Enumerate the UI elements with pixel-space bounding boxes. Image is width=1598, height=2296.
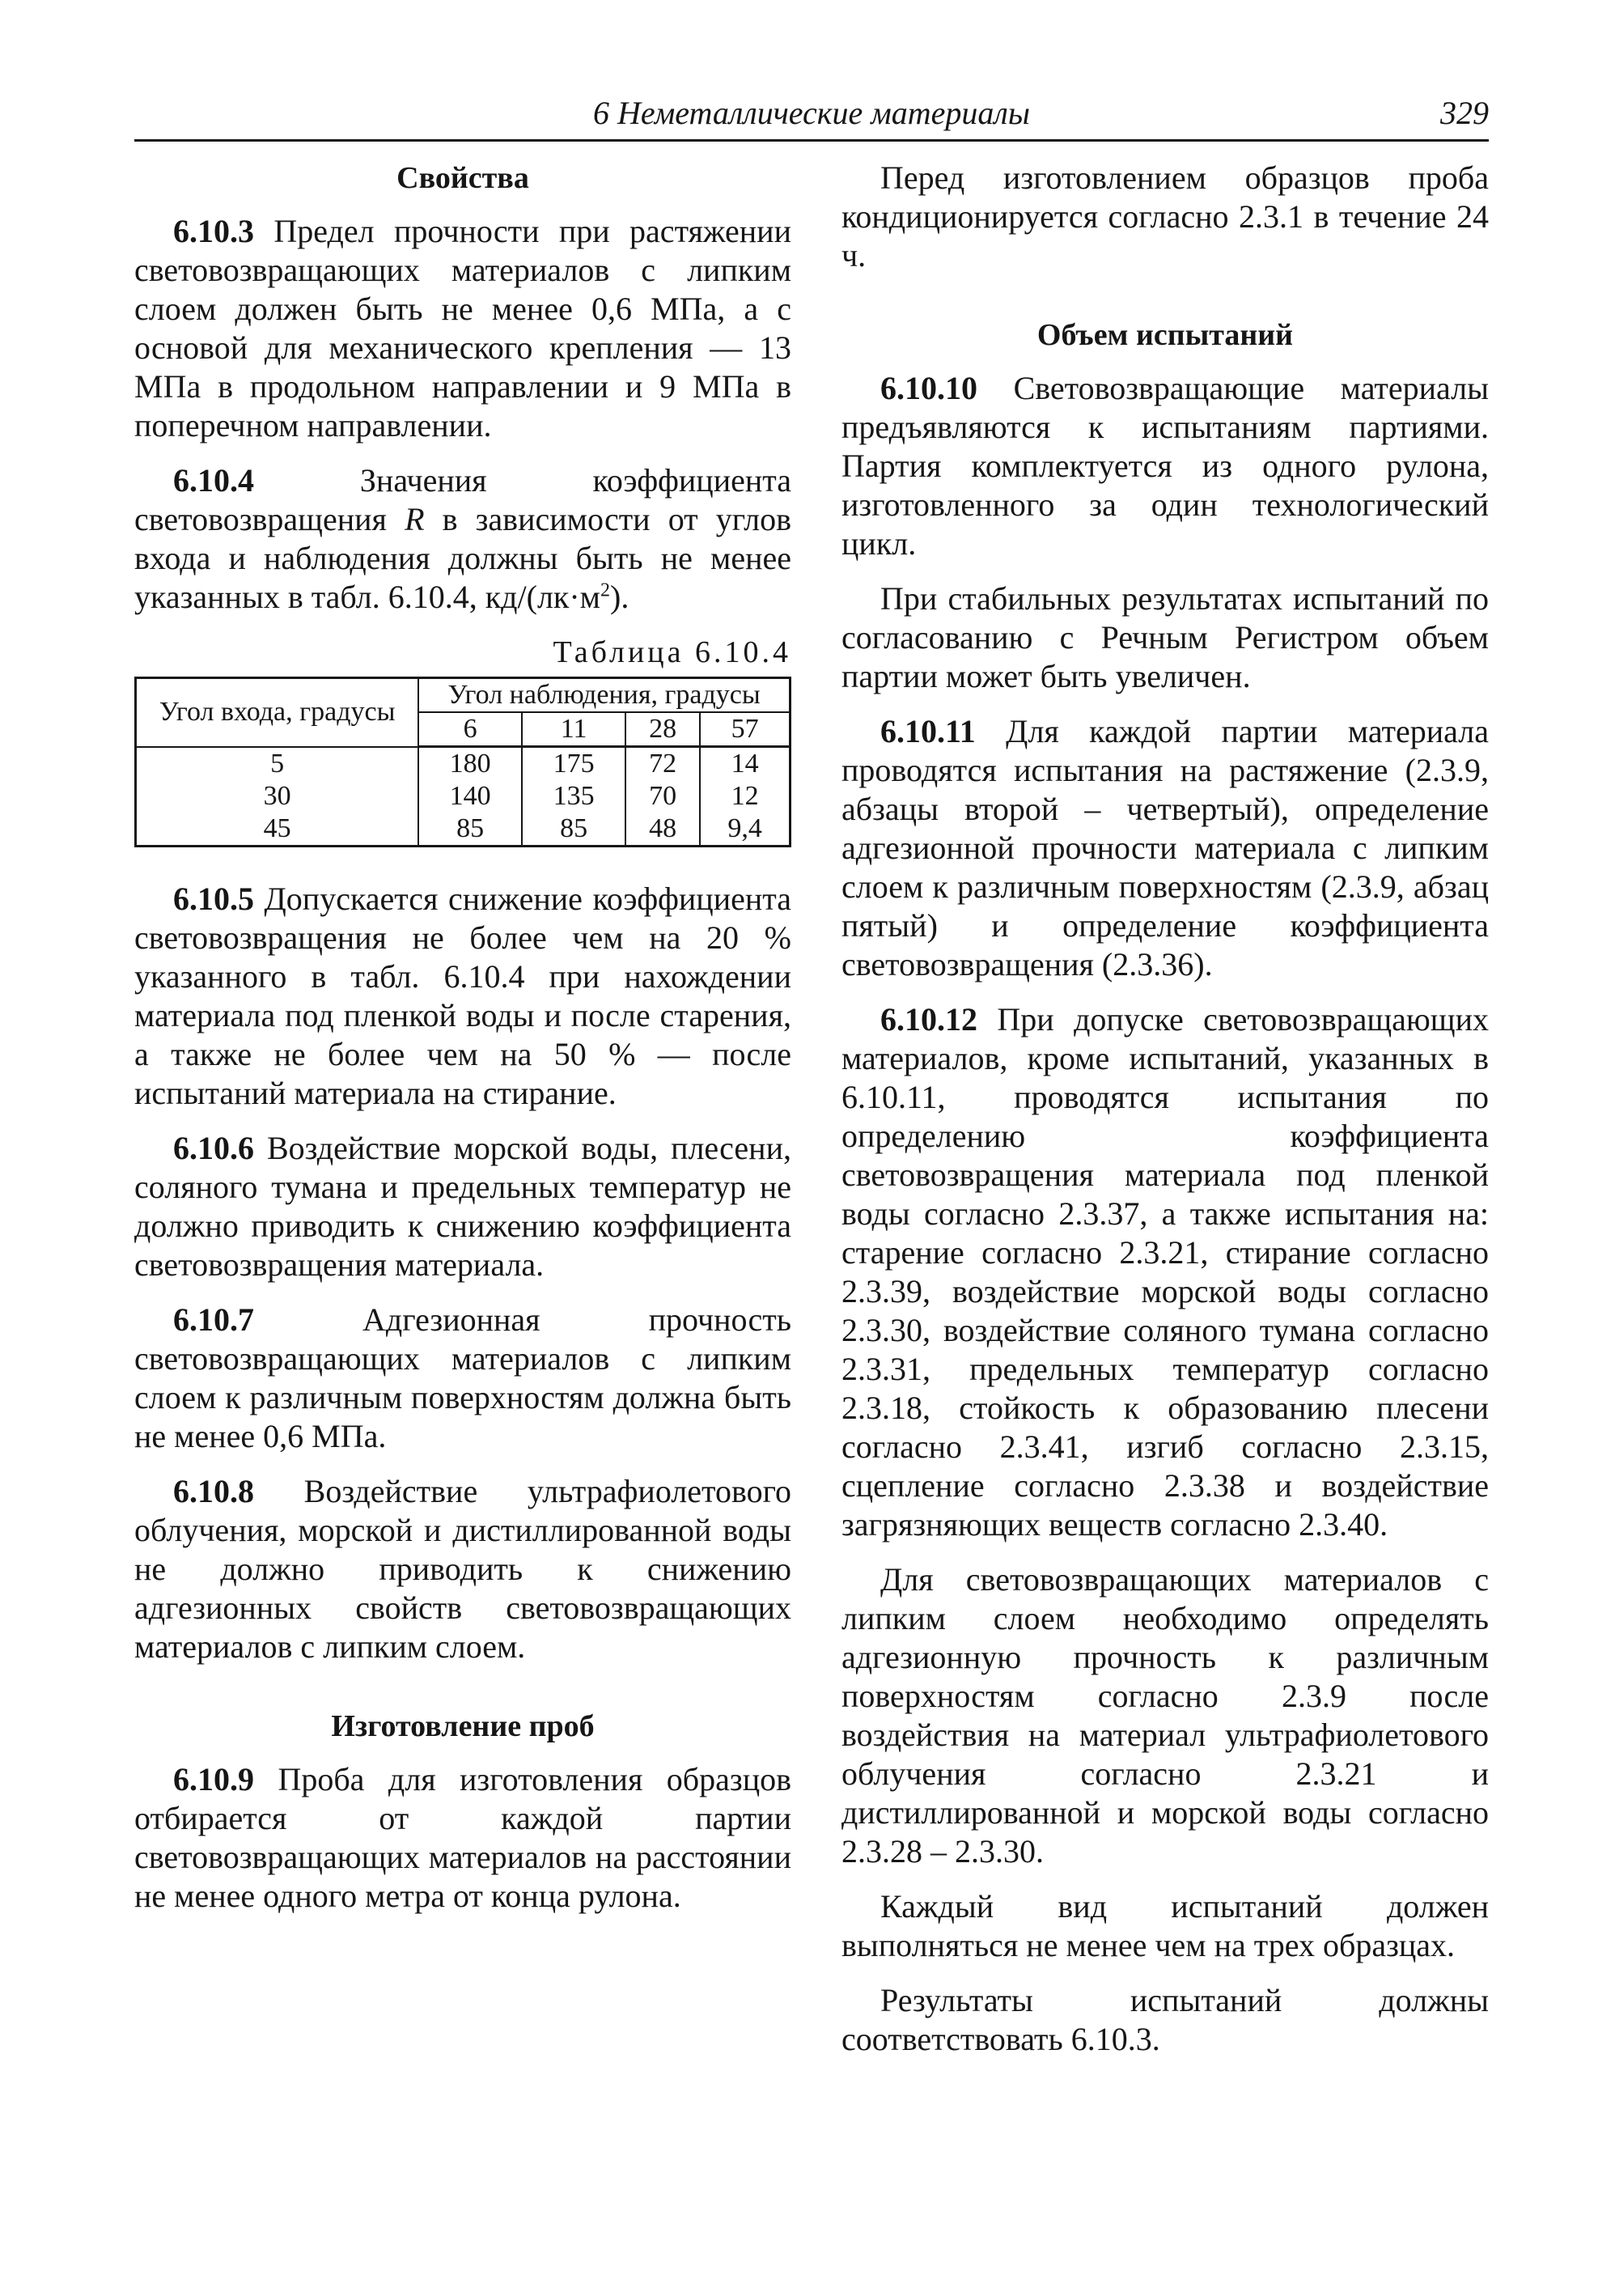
clause-number: 6.10.12: [880, 1001, 977, 1038]
clause-number: 6.10.11: [880, 713, 976, 749]
paragraph-6-10-9: [134, 1760, 791, 1916]
table-row: [136, 813, 791, 847]
table-cell: 72: [625, 747, 700, 781]
obs-angle: 6: [418, 712, 522, 747]
paragraph-6-10-11: [841, 712, 1489, 984]
clause-text: Воздействие ультрафиолетового облучения, морской и дистиллированной воды не должно приводить к снижению адгезионных свойств световозвращающих материалов с липким слоем.: [134, 1473, 791, 1665]
clause-number: 6.10.6: [173, 1130, 254, 1166]
table-cell: 180: [418, 747, 522, 781]
clause-number: 6.10.7: [173, 1301, 254, 1338]
clause-text: Адгезионная прочность световозвращающих материалов с липким слоем к различным поверхностям должна быть не менее 0,6 МПа.: [134, 1301, 791, 1454]
paragraph-batch-size: При стабильных результатах испытаний по согласованию с Речным Регистром объем партии может быть увеличен.: [841, 580, 1489, 694]
table-cell: 9,4: [700, 813, 790, 847]
paragraph-conditioning: Перед изготовлением образцов проба кондиционируется согласно 2.3.1 в течение 24 ч.: [841, 159, 1489, 274]
paragraph-6-10-12: [841, 1000, 1489, 1544]
table-cell: 5: [136, 747, 419, 781]
col-header-entry-angle: Угол входа, градусы: [136, 678, 419, 747]
table-cell: 140: [418, 780, 522, 813]
table-caption: Таблица 6.10.4: [553, 635, 791, 669]
table-cell: 14: [700, 747, 790, 781]
table-cell: 45: [136, 813, 419, 847]
clause-number: 6.10.5: [173, 881, 254, 917]
table-row: [136, 747, 791, 781]
paragraph-6-10-5: [134, 880, 791, 1113]
table-row: [136, 780, 791, 813]
paragraph-6-10-6: [134, 1129, 791, 1284]
chapter-title: 6 Неметаллические материалы: [593, 95, 1030, 131]
heading-test-scope: Объем испытаний: [1036, 318, 1294, 352]
table-cell: 175: [522, 747, 625, 781]
clause-text: Воздействие морской воды, плесени, соляного тумана и предельных температур не должно приводить к снижению коэффициента световозвращения материала.: [134, 1130, 791, 1283]
spacer: [841, 291, 1489, 316]
clause-text: Значения коэффициента световозвращения: [134, 462, 791, 537]
clause-number: 6.10.3: [173, 213, 254, 249]
obs-angle: 28: [625, 712, 700, 747]
table-cell: 30: [136, 780, 419, 813]
clause-text: в зависимости от углов входа и наблюдения должны быть не менее указанных в табл. 6.10.4, кд/(лк·м: [134, 501, 791, 615]
page-number: 329: [1440, 95, 1489, 131]
table-cell: 85: [418, 813, 522, 847]
running-header: [134, 89, 1489, 142]
obs-angle: 11: [522, 712, 625, 747]
left-column: [134, 159, 791, 1932]
clause-number: 6.10.8: [173, 1473, 254, 1509]
spacer: [134, 1683, 791, 1707]
heading-samples: Изготовление проб: [331, 1709, 595, 1743]
paragraph-6-10-3: [134, 212, 791, 445]
paragraph-6-10-10: [841, 369, 1489, 563]
paragraph-6-10-8: [134, 1472, 791, 1666]
right-column: [841, 159, 1489, 2075]
clause-text: Проба для изготовления образцов отбирается от каждой партии световозвращающих материалов на расстоянии не менее одного метра от конца рулона.: [134, 1761, 791, 1914]
clause-text: При допуске световозвращающих материалов, кроме испытаний, указанных в 6.10.11, проводятся испытания по определению коэффициента световозвращения материала под пленкой воды согласно 2.3.37, а также испытания на: старение согласно 2.3.21, стирание согласно 2.3.39, воздействие морской воды согласно 2.3.30, воздействие соляного тумана согласно 2.3.31, предельных температур согласно 2.3.18, стойкость к образованию плесени согласно 2.3.41, изгиб согласно 2.3.15, сцепление согласно 2.3.38 и воздействие загрязняющих веществ согласно 2.3.40.: [841, 1001, 1489, 1543]
paragraph-6-10-4: [134, 461, 791, 617]
table-cell: 135: [522, 780, 625, 813]
table-cell: 12: [700, 780, 790, 813]
paragraph-adhesion: Для световозвращающих материалов с липким слоем необходимо определять адгезионную прочность к различным поверхностям согласно 2.3.9 после воздействия на материал ультрафиолетового облучения согласно 2.3.21 и дистиллированной и морской воды согласно 2.3.28 – 2.3.30.: [841, 1561, 1489, 1869]
paragraph-6-10-7: [134, 1301, 791, 1456]
clause-number: 6.10.9: [173, 1761, 254, 1797]
clause-text: Для каждой партии материала проводятся испытания на растяжение (2.3.9, абзацы второй – четвертый), определение адгезионной прочности материала с липким слоем к различным поверхностям (2.3.9, абзац пятый) и определение коэффициента световозвращения (2.3.36).: [841, 713, 1489, 982]
heading-properties: Свойства: [396, 161, 529, 195]
clause-number: 6.10.4: [173, 462, 254, 499]
clause-text: ).: [610, 579, 629, 615]
table-cell: 48: [625, 813, 700, 847]
col-header-observation-angle: Угол наблюдения, градусы: [418, 678, 790, 713]
clause-text: Световозвращающие материалы предъявляются к испытаниям партиями. Партия комплектуется из одного рулона, изготовленного за один технологический цикл.: [841, 370, 1489, 562]
variable-r: R: [405, 501, 425, 537]
obs-angle: 57: [700, 712, 790, 747]
table-cell: 70: [625, 780, 700, 813]
paragraph-three-samples: Каждый вид испытаний должен выполняться не менее чем на трех образцах.: [841, 1888, 1489, 1963]
retroreflection-table: [134, 677, 791, 847]
clause-text: Предел прочности при растяжении световозвращающих материалов с липким слоем должен быть не менее 0,6 МПа, а с основой для механического крепления — 13 МПа в продольном направлении и 9 МПа в поперечном направлении.: [134, 213, 791, 443]
clause-number: 6.10.10: [880, 370, 977, 406]
table-cell: 85: [522, 813, 625, 847]
clause-text: Допускается снижение коэффициента световозвращения не более чем на 20 % указанного в табл. 6.10.4 при нахождении материала под пленкой воды и после старения, а также не более чем на 50 % — после испытаний материала на стирание.: [134, 881, 791, 1111]
paragraph-results: Результаты испытаний должны соответствовать 6.10.3.: [841, 1982, 1489, 2057]
superscript: 2: [600, 579, 610, 601]
